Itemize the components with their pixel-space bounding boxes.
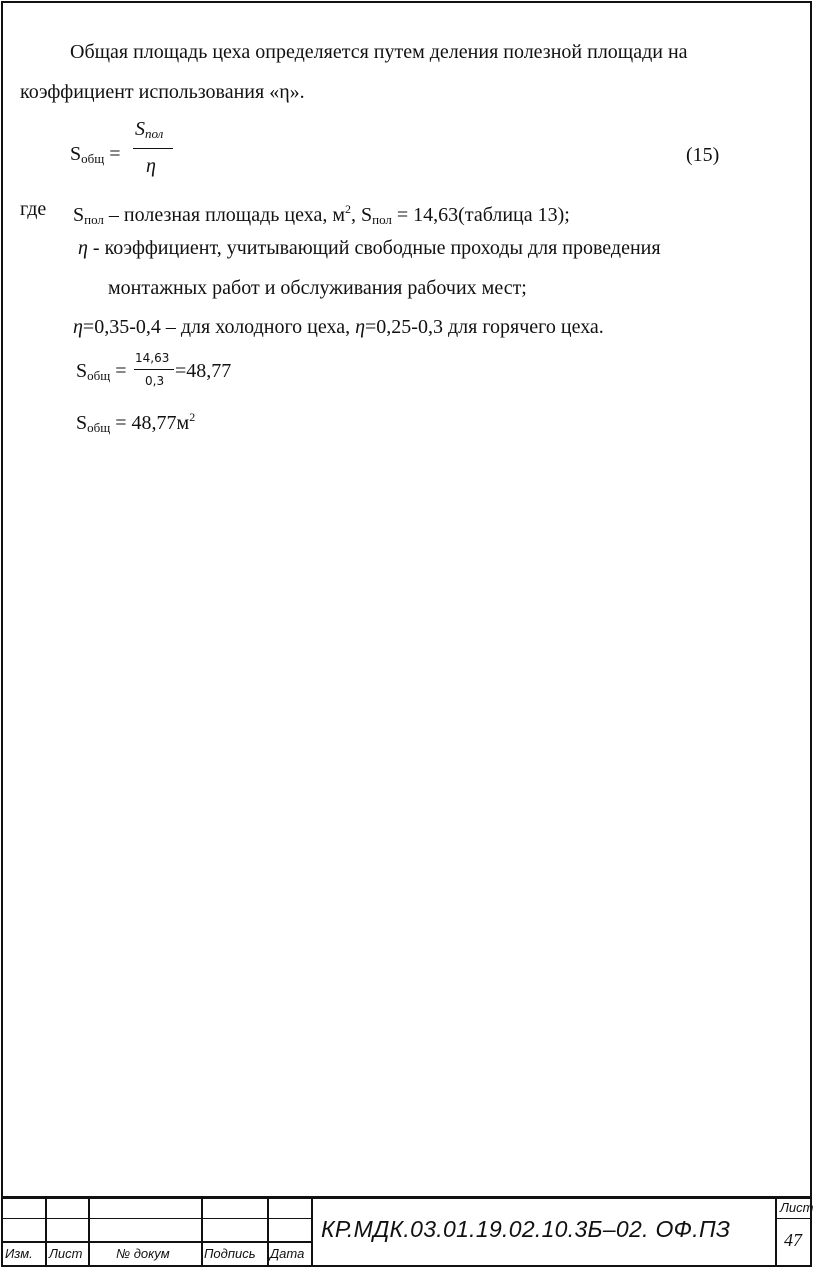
eta-range-line: η=0,35-0,4 – для холодного цеха, η=0,25-0,3 для горячего цеха. [73, 316, 604, 338]
stamp-sheet-row-line [775, 1218, 812, 1219]
stamp-list-label: Лист [49, 1246, 83, 1261]
stamp-col-line-4 [267, 1196, 269, 1267]
formula-numerator: $S_{пол}$ [135, 118, 164, 141]
intro-line-1: Общая площадь цеха определяется путем деления полезной площади на [70, 41, 688, 63]
page-frame [1, 1, 812, 1267]
stamp-col-line-5 [311, 1196, 313, 1267]
stamp-top-border [1, 1196, 812, 1199]
calc-lhs: $S_{общ}$ = [76, 360, 127, 383]
stamp-col-line-1 [45, 1196, 47, 1267]
calc-denominator: 0,3 [145, 374, 165, 388]
document-code: КР.МДК.03.01.19.02.10.3Б–02. ОФ.ПЗ [321, 1216, 731, 1242]
formula-lhs: $S_{общ}$ = [70, 143, 121, 166]
stamp-signature-label: Подпись [204, 1246, 256, 1261]
stamp-col-line-2 [88, 1196, 90, 1267]
formula-number: (15) [686, 144, 720, 166]
formula-denominator: η [146, 155, 156, 177]
stamp-col-line-3 [201, 1196, 203, 1267]
title-block [1, 1196, 812, 1267]
result-line: $S_{общ} = 48,77м^2$ [76, 410, 196, 435]
intro-line-2: коэффициент использования «η». [20, 81, 305, 103]
stamp-doc-number-label: № докум [116, 1246, 170, 1261]
where-word: где [20, 198, 47, 220]
sheet-number: 47 [784, 1230, 802, 1250]
formula-fraction-bar [133, 148, 173, 149]
calc-numerator: 14,63 [135, 351, 170, 365]
stamp-sheet-label: Лист [780, 1200, 814, 1215]
stamp-sheet-divider [775, 1196, 777, 1267]
where-spol-line: $S_{пол}$ – полезная площадь цеха, $м^2$, $S_{пол}$ = 14,63(таблица 13); [73, 202, 570, 227]
stamp-date-label: Дата [270, 1246, 305, 1261]
calc-fraction-bar [134, 369, 174, 370]
calc-result: =48,77 [175, 360, 232, 382]
eta-definition-line-1: η - коэффициент, учитывающий свободные проходы для проведения [78, 237, 661, 259]
eta-definition-line-2: монтажных работ и обслуживания рабочих мест; [108, 277, 527, 299]
stamp-izm-label: Изм. [5, 1246, 33, 1261]
